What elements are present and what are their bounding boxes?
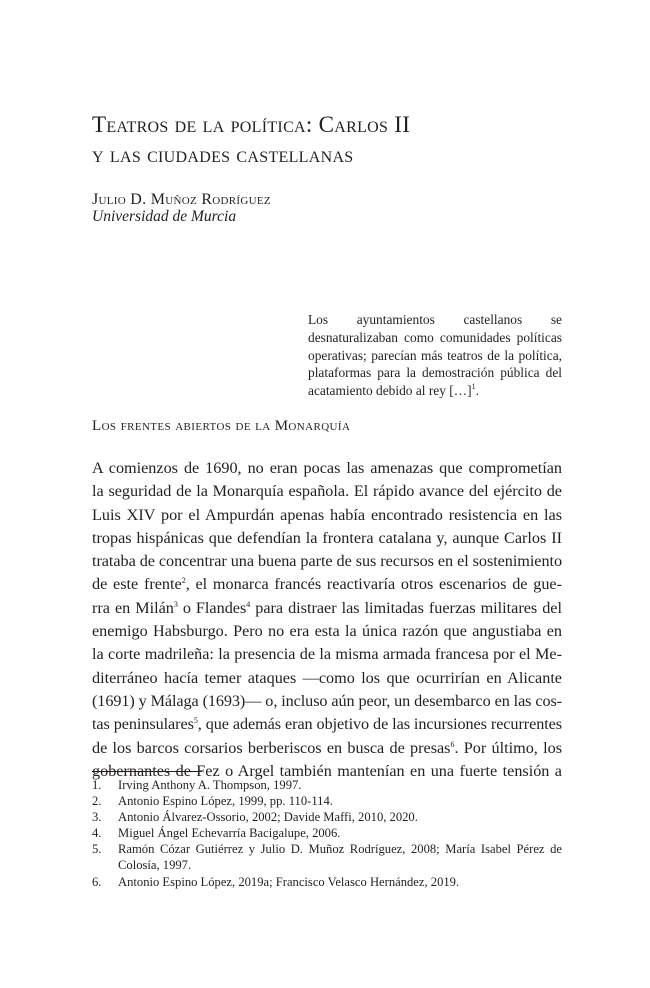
body-line: la corte madrileña: la presencia de la misma armada francesa por el Me- (92, 645, 562, 664)
body-line: de los barcos corsarios berberiscos en busca de presas$^6$. Por último, los (92, 738, 562, 757)
footnote-ref[interactable]: 3 (173, 599, 178, 609)
body-line: Luis XIV por el Ampurdán apenas había encontrado resistencia en las (92, 505, 562, 524)
footnote (92, 874, 562, 890)
body-line: (1691) y Málaga (1693)— o, incluso aún peor, un desembarco en las cos- (92, 691, 562, 710)
footnote (92, 841, 562, 873)
footnote-number: 3. (92, 810, 102, 825)
footnote-text: Irving Anthony A. Thompson, 1997. (118, 778, 302, 792)
body-line: trataba de concentrar una buena parte de sus recursos en el sostenimiento (92, 552, 562, 571)
section-heading: Los frentes abiertos de la Monarquía (92, 418, 351, 434)
footnote-number: 5. (92, 842, 102, 857)
footnote-text: Ramón Cózar Gutiérrez y Julio D. Muñoz Rodríguez, 2008; María Isabel Pérez de Colosía, 1997. (118, 842, 562, 873)
footnote-number: 2. (92, 794, 102, 809)
footnote-ref[interactable]: 2 (181, 576, 186, 586)
article-title (92, 110, 562, 170)
footnote-number: 6. (92, 874, 102, 889)
body-line: la seguridad de la Monarquía española. El rápido avance del ejército de (92, 482, 562, 501)
footnote-ref[interactable]: 5 (193, 716, 198, 726)
footnote-text: Antonio Álvarez-Ossorio, 2002; Davide Maffi, 2010, 2020. (118, 810, 418, 825)
epigraph-end: . (475, 383, 479, 399)
footnote-ref[interactable]: 4 (246, 599, 251, 609)
body-line: enemigo Habsburgo. Pero no era esta la única razón que angustiaba en (92, 622, 562, 641)
footnote (92, 777, 562, 793)
body-line: rra en Milán$^3$ o Flandes$^4$ para distraer las limitadas fuerzas militares del (92, 598, 562, 617)
footnote-text: Antonio Espino López, 1999, pp. 110-114. (118, 794, 333, 809)
body-line: gobernantes de Fez o Argel también mantenían en una fuerte tensión a (92, 761, 562, 780)
body-line: tas peninsulares$^5$, que además eran objetivo de las incursiones recurrentes (92, 715, 563, 734)
article-title-line1: Teatros de la política: Carlos II (92, 112, 411, 137)
epigraph-text: Los ayuntamientos castellanos se desnaturalizaban como comunidades políticas operativas; parecían más teatros de la política, plataformas para la demostración pública del acatamiento debido al rey […] (308, 312, 562, 399)
footnote-ref[interactable]: 1 (471, 382, 476, 392)
footnotes (92, 777, 562, 890)
body-line: diterráneo hacía temer ataques —como los que ocurrirían en Alicante (92, 668, 562, 687)
footnote-ref[interactable]: 6 (450, 739, 455, 749)
footnote-text: Miguel Ángel Echevarría Bacigalupe, 2006. (118, 826, 341, 841)
body-paragraph (92, 457, 562, 783)
epigraph (308, 311, 562, 400)
body-line: de este frente$^2$, el monarca francés reactivaría otros escenarios de gue- (92, 575, 562, 594)
footnote-number: 4. (92, 826, 102, 841)
footnote-separator (92, 771, 202, 772)
footnote-number: 1. (92, 778, 102, 792)
body-line: tropas hispánicas que defendían la frontera catalana y, aunque Carlos II (92, 528, 562, 547)
article-title-line2: y las ciudades castellanas (92, 142, 354, 167)
body-line: A comienzos de 1690, no eran pocas las amenazas que comprometían (92, 459, 562, 477)
author-affiliation: Universidad de Murcia (92, 208, 237, 225)
footnote-text: Antonio Espino López, 2019a; Francisco Velasco Hernández, 2019. (118, 874, 460, 889)
footnote (92, 809, 562, 825)
footnote (92, 793, 562, 809)
footnote (92, 825, 562, 841)
author-name: Julio D. Muñoz Rodríguez (92, 191, 271, 208)
